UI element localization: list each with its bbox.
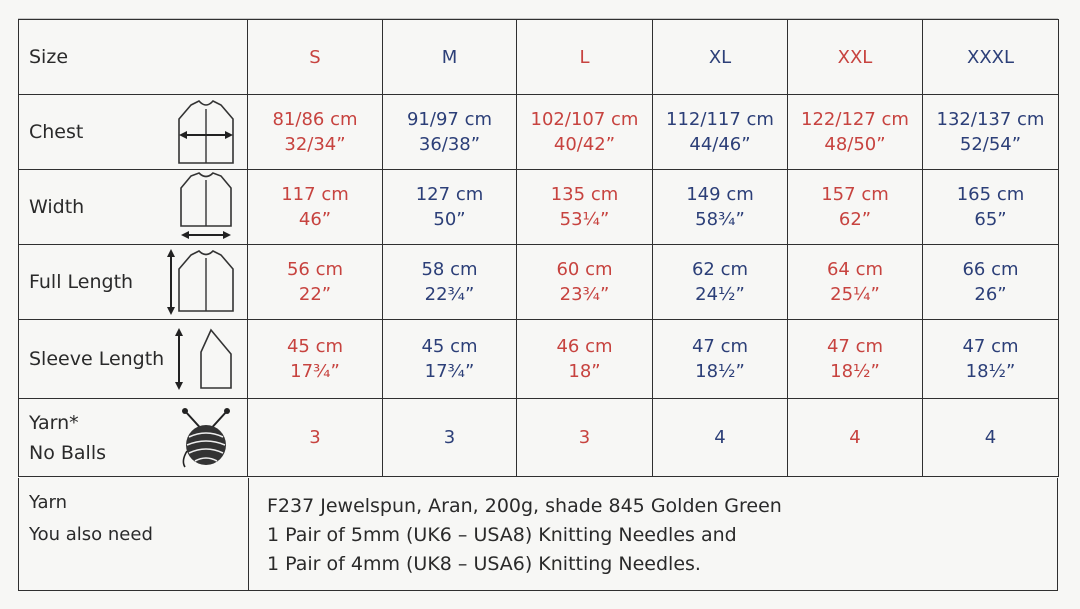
width-s: 117 cm 46”: [248, 170, 383, 245]
chest-xxxl: 132/137 cm 52/54”: [923, 95, 1059, 170]
chest-label: Chest: [29, 120, 84, 143]
sleeve-length-xxxl: 47 cm 18½”: [923, 320, 1059, 399]
full-length-l: 60 cm 23¾”: [517, 245, 653, 320]
width-l: 135 cm 53¼”: [517, 170, 653, 245]
yarn-description: F237 Jewelspun, Aran, 200g, shade 845 Golden Green: [267, 495, 782, 517]
balls-xxxl: 4: [923, 399, 1059, 477]
chest-s: 81/86 cm 32/34”: [248, 95, 383, 170]
materials-text: [267, 492, 782, 579]
full-length-row: [19, 245, 1059, 320]
balls-xl: 4: [653, 399, 788, 477]
chest-xl: 112/117 cm 44/46”: [653, 95, 788, 170]
cardigan-width-icon: [175, 172, 237, 242]
balls-s: 3: [248, 399, 383, 477]
size-xxl: XXL: [788, 20, 923, 95]
balls-l: 3: [517, 399, 653, 477]
cardigan-chest-icon: [175, 97, 237, 167]
full-length-m: 58 cm 22¾”: [383, 245, 517, 320]
width-m: 127 cm 50”: [383, 170, 517, 245]
balls-xxl: 4: [788, 399, 923, 477]
full-length-label: Full Length: [29, 270, 134, 293]
cardigan-length-icon: [163, 247, 237, 317]
full-length-label-cell: [19, 245, 248, 320]
size-label: Size: [19, 20, 248, 95]
width-label: Width: [29, 195, 85, 218]
sleeve-length-s: 45 cm 17¾”: [248, 320, 383, 399]
width-xl: 149 cm 58¾”: [653, 170, 788, 245]
needles-line-1: 1 Pair of 5mm (UK6 – USA8) Knitting Needles and: [267, 524, 737, 546]
sleeve-length-icon: [171, 324, 237, 394]
chest-row: [19, 95, 1059, 170]
yarn-balls-label-cell: [19, 399, 248, 477]
full-length-xl: 62 cm 24½”: [653, 245, 788, 320]
size-xl: XL: [653, 20, 788, 95]
yarn-ball-icon: [175, 407, 237, 469]
sleeve-length-xxl: 47 cm 18½”: [788, 320, 923, 399]
width-xxl: 157 cm 62”: [788, 170, 923, 245]
yarn-label: Yarn*: [29, 411, 79, 434]
balls-m: 3: [383, 399, 517, 477]
width-xxxl: 165 cm 65”: [923, 170, 1059, 245]
sleeve-length-l: 46 cm 18”: [517, 320, 653, 399]
size-xxxl: XXXL: [923, 20, 1059, 95]
size-s: S: [248, 20, 383, 95]
materials-labels: [19, 478, 249, 590]
width-label-cell: [19, 170, 248, 245]
materials-yarn-label: Yarn: [29, 492, 68, 513]
size-l: L: [517, 20, 653, 95]
full-length-s: 56 cm 22”: [248, 245, 383, 320]
materials-box: [18, 478, 1058, 591]
chest-l: 102/107 cm 40/42”: [517, 95, 653, 170]
full-length-xxxl: 66 cm 26”: [923, 245, 1059, 320]
no-balls-label: No Balls: [29, 441, 107, 464]
yarn-balls-row: [19, 399, 1059, 477]
chest-label-cell: [19, 95, 248, 170]
size-m: M: [383, 20, 517, 95]
size-table: [18, 19, 1059, 477]
sleeve-length-label: Sleeve Length: [29, 347, 165, 370]
materials-need-label: You also need: [29, 524, 153, 545]
sleeve-length-label-cell: [19, 320, 248, 399]
sleeve-length-xl: 47 cm 18½”: [653, 320, 788, 399]
chest-xxl: 122/127 cm 48/50”: [788, 95, 923, 170]
full-length-xxl: 64 cm 25¼”: [788, 245, 923, 320]
sleeve-length-row: [19, 320, 1059, 399]
needles-line-2: 1 Pair of 4mm (UK8 – USA6) Knitting Needles.: [267, 553, 701, 575]
chest-m: 91/97 cm 36/38”: [383, 95, 517, 170]
width-row: [19, 170, 1059, 245]
size-header-row: [19, 20, 1059, 95]
sleeve-length-m: 45 cm 17¾”: [383, 320, 517, 399]
